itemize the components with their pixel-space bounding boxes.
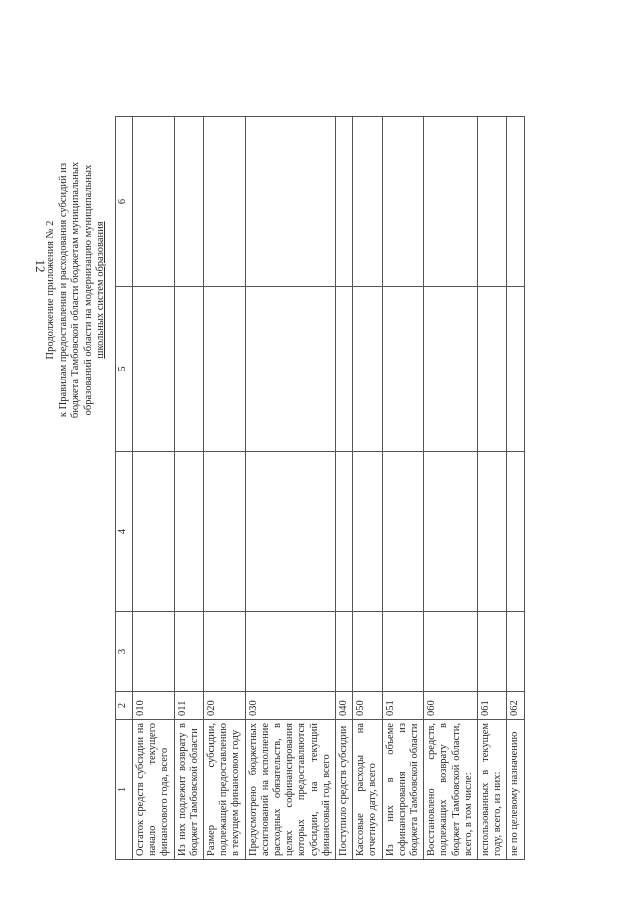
- row-code: 060: [424, 692, 478, 720]
- cell: [133, 452, 175, 612]
- table-row: [507, 117, 524, 860]
- row-code: 062: [507, 692, 524, 720]
- cell: [336, 612, 353, 692]
- cell: [174, 287, 203, 452]
- header-row: [116, 117, 133, 860]
- cell: [245, 287, 335, 452]
- rotated-sheet: [45, 90, 585, 860]
- cell: [204, 452, 246, 612]
- row-code: 050: [353, 692, 382, 720]
- row-code: 011: [174, 692, 203, 720]
- cell: [478, 612, 507, 692]
- cell: [507, 452, 524, 612]
- cell: [174, 452, 203, 612]
- cell: [245, 117, 335, 287]
- row-code: 061: [478, 692, 507, 720]
- cell: [424, 452, 478, 612]
- cell: [424, 117, 478, 287]
- row-label: Из них подлежит возврату в бюджет Тамбовской области: [174, 720, 203, 860]
- subsidy-report-table: [115, 116, 525, 860]
- cell: [507, 117, 524, 287]
- cell: [353, 287, 382, 452]
- heading-line-1: Продолжение приложения № 2: [45, 220, 56, 360]
- row-label: использованных в текущем году, всего, из них:: [478, 720, 507, 860]
- table-row: [336, 117, 353, 860]
- cell: [133, 612, 175, 692]
- cell: [174, 612, 203, 692]
- heading-line-4: образований области на модернизацию муниципальных: [82, 164, 94, 416]
- cell: [174, 117, 203, 287]
- col-header-5: 5: [116, 287, 133, 452]
- cell: [424, 287, 478, 452]
- heading-line-5: школьных систем образования: [95, 221, 107, 359]
- cell: [382, 452, 424, 612]
- cell: [353, 452, 382, 612]
- row-code: 030: [245, 692, 335, 720]
- cell: [478, 452, 507, 612]
- cell: [245, 612, 335, 692]
- cell: [507, 287, 524, 452]
- cell: [424, 612, 478, 692]
- cell: [382, 117, 424, 287]
- row-code: 040: [336, 692, 353, 720]
- row-label: Остаток средств субсидии на начало текущего финансового года, всего: [133, 720, 175, 860]
- cell: [478, 117, 507, 287]
- page-number: 12: [33, 259, 48, 273]
- table-row: [478, 117, 507, 860]
- cell: [336, 117, 353, 287]
- cell: [133, 117, 175, 287]
- row-label: Кассовые расходы на отчетную дату, всего: [353, 720, 382, 860]
- row-label: Поступило средств субсидии: [336, 720, 353, 860]
- cell: [204, 612, 246, 692]
- cell: [204, 117, 246, 287]
- col-header-6: 6: [116, 117, 133, 287]
- cell: [204, 287, 246, 452]
- col-header-3: 3: [116, 612, 133, 692]
- row-label: не по целевому назначению: [507, 720, 524, 860]
- cell: [336, 287, 353, 452]
- table-row: [424, 117, 478, 860]
- appendix-heading: [45, 130, 108, 450]
- table-row: [133, 117, 175, 860]
- table-row: [204, 117, 246, 860]
- row-code: 010: [133, 692, 175, 720]
- cell: [245, 452, 335, 612]
- row-code: 051: [382, 692, 424, 720]
- table-row: [353, 117, 382, 860]
- row-label: Из них в объеме софинансирования из бюджета Тамбовской области: [382, 720, 424, 860]
- heading-line-3: бюджета Тамбовской области бюджетам муниципальных: [70, 161, 82, 419]
- heading-line-2: к Правилам предоставления и расходования субсидий из: [57, 162, 69, 418]
- cell: [507, 612, 524, 692]
- col-header-2: 2: [116, 692, 133, 720]
- row-code: 020: [204, 692, 246, 720]
- cell: [336, 452, 353, 612]
- cell: [353, 117, 382, 287]
- row-label: Размер субсидии, подлежащей предоставлению в текущем финансовом году: [204, 720, 246, 860]
- table-row: [382, 117, 424, 860]
- row-label: Предусмотрено бюджетных ассигнований на исполнение расходных обязательств, в целях софинансирования которых предоставляются субсидии, на текущий финансовый год, всего: [245, 720, 335, 860]
- cell: [133, 287, 175, 452]
- cell: [478, 287, 507, 452]
- cell: [382, 612, 424, 692]
- cell: [382, 287, 424, 452]
- cell: [353, 612, 382, 692]
- row-label: Восстановлено средств, подлежащих возврату в бюджет Тамбовской области, всего, в том числе:: [424, 720, 478, 860]
- col-header-1: 1: [116, 720, 133, 860]
- table-row: [245, 117, 335, 860]
- table-row: [174, 117, 203, 860]
- col-header-4: 4: [116, 452, 133, 612]
